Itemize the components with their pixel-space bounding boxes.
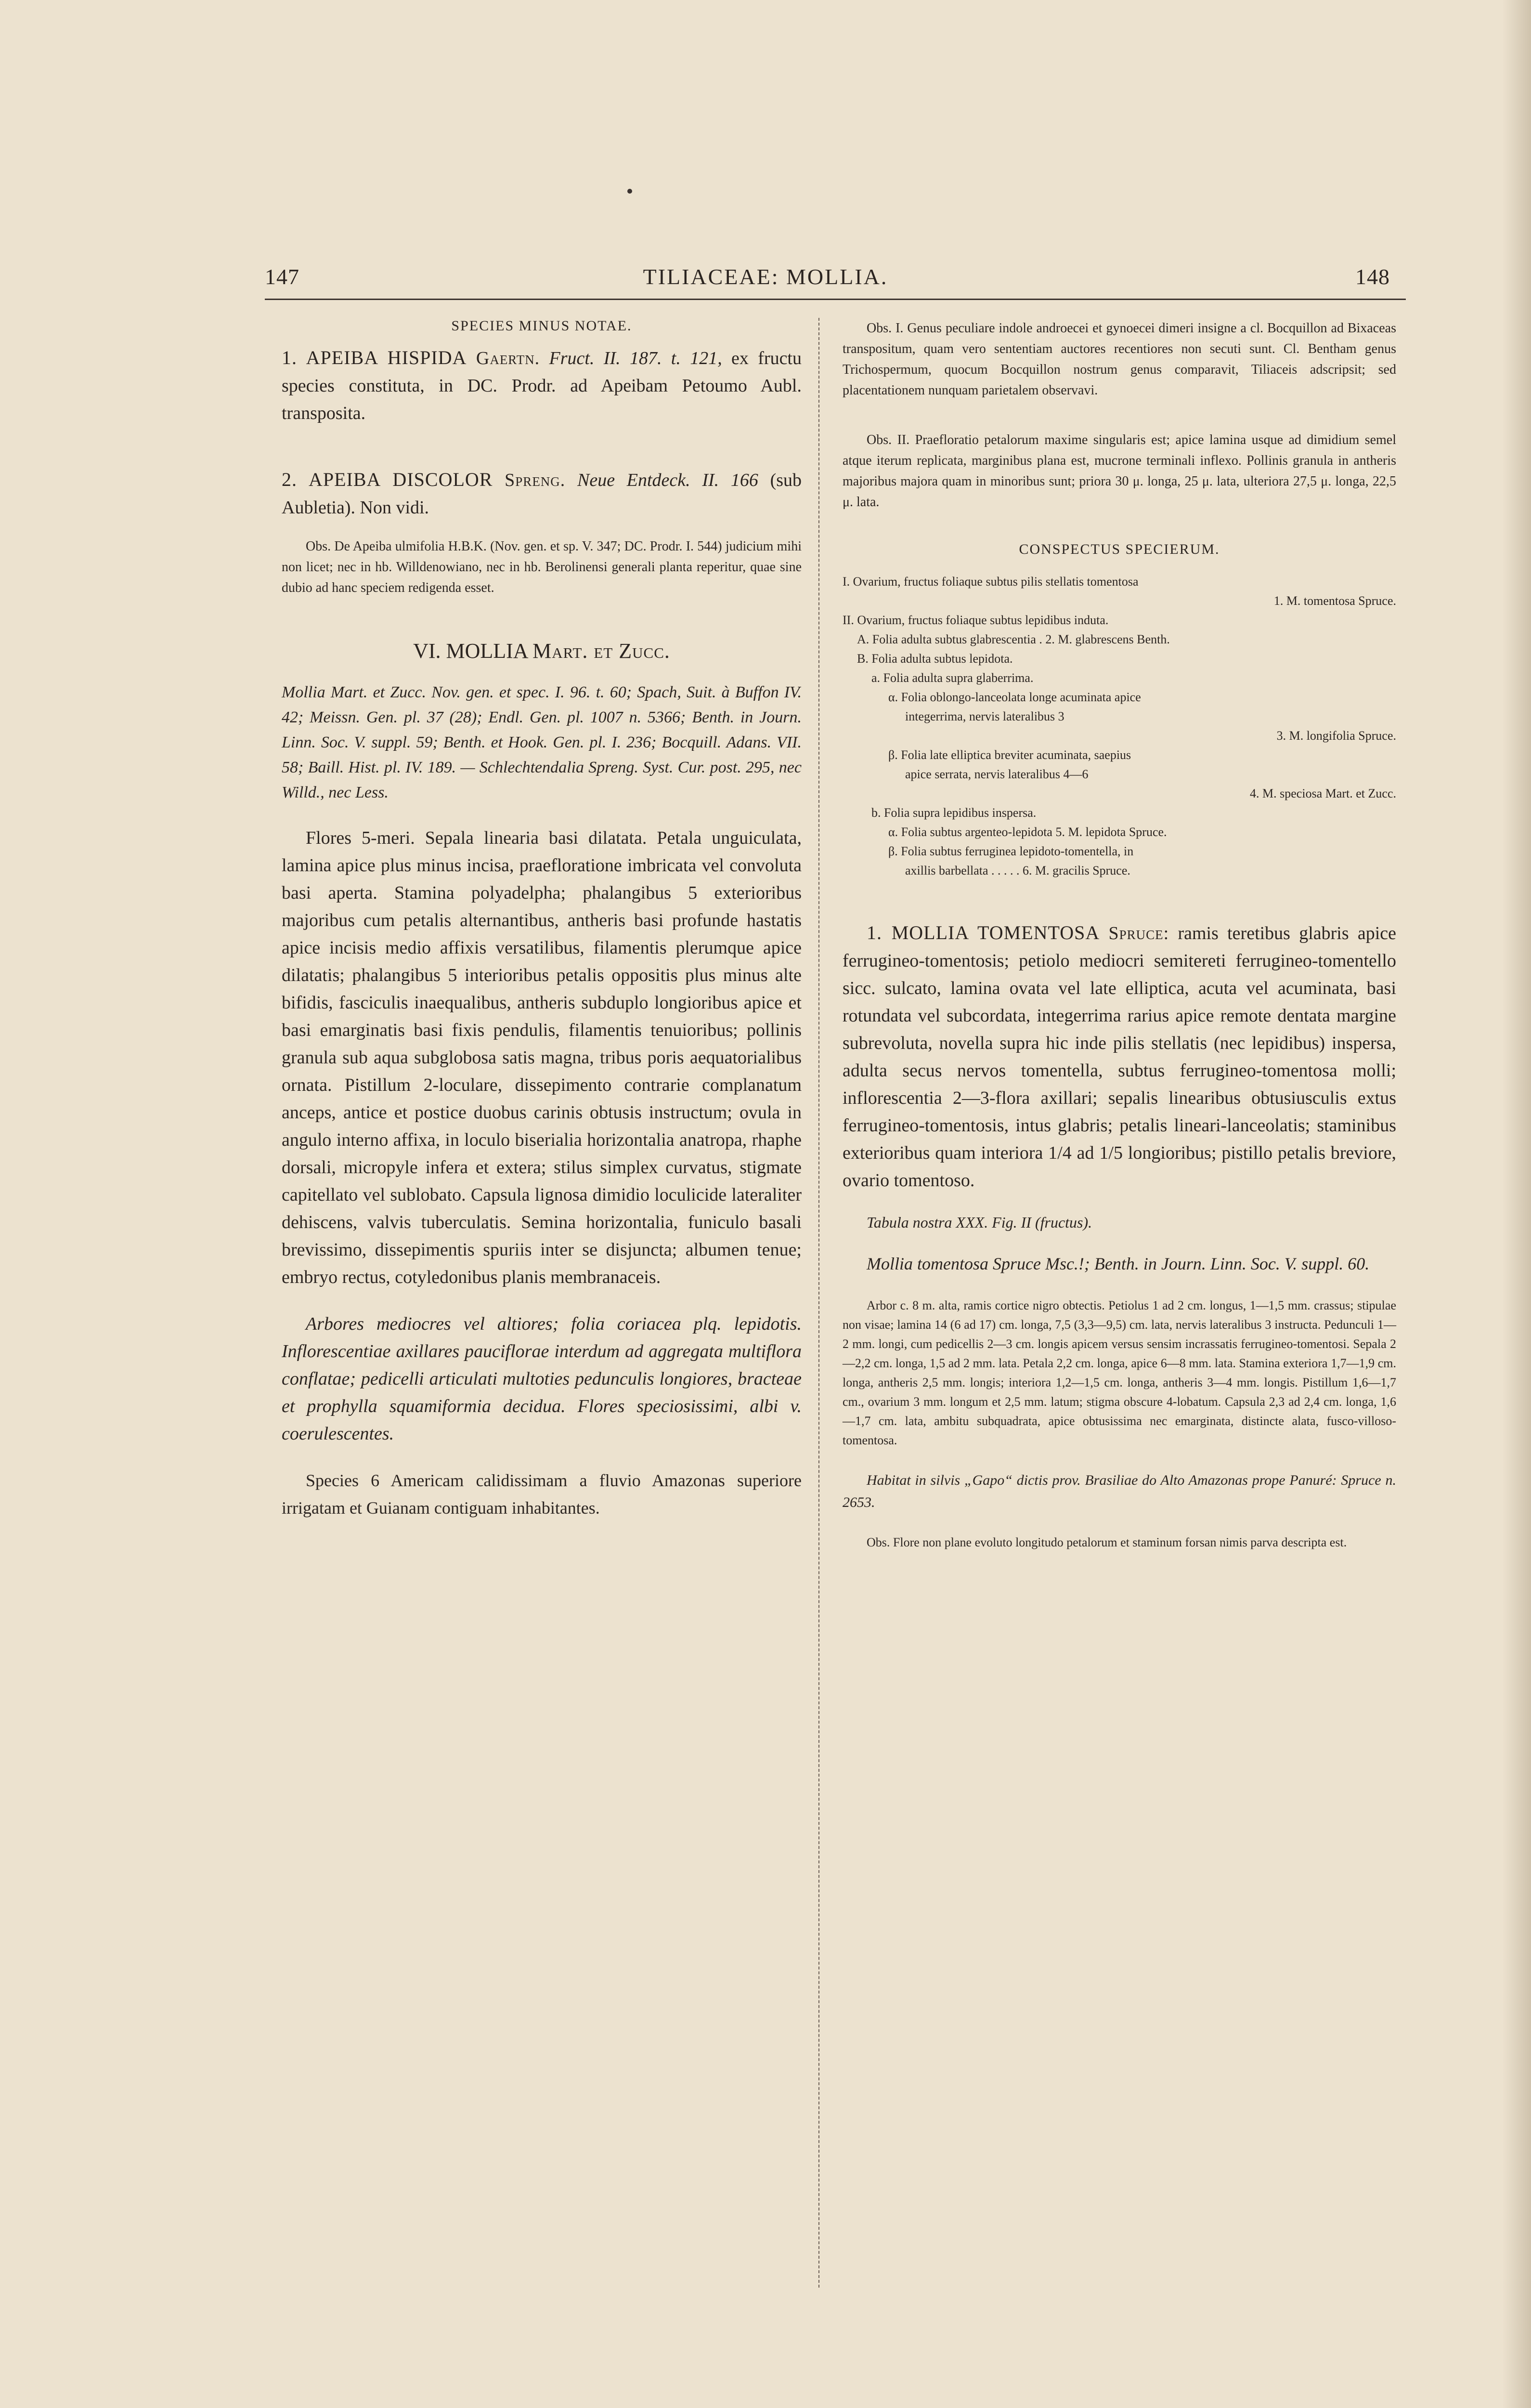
key-line: α. Folia subtus argenteo-lepidota 5. M. lepidota Spruce. [888,825,1167,839]
species-key [843,572,1396,880]
species-title: 1. MOLLIA TOMENTOSA [867,922,1100,943]
genus-references: Mollia Mart. et Zucc. Nov. gen. et spec. I. 96. t. 60; Spach, Suit. à Buffon IV. 42; Meissn. Gen. pl. 37 (28); Endl. Gen. pl. 1007 n. 5366; Benth. in Journ. Linn. Soc. V. suppl. 59; Benth. et Hook. Gen. pl. I. 236; Bocquill. Adans. VII. 58; Baill. Hist. pl. IV. 189. — Schlechtendalia Spreng. Syst. Cur. post. 295, nec Willd., nec Less. [282,683,802,801]
genus-description: Flores 5-meri. Sepala linearia basi dilatata. Petala unguiculata, lamina apice plus minus incisa, praefloratione imbricata vel convoluta basi aperta. Stamina polyadelpha; phalangibus 5 exterioribus majoribus cum petalis alternantibus, antheris basi profunde hastatis apice incisis medio affixis versatilibus, filamentis plerumque apice dilatatis; phalangibus 5 interioribus petalis oppositis plus minus alte bifidis, fasciculis inaequalibus, antheris subduplo longioribus apice et basi emarginatis basi fixis pendulis, filamentis tenuioribus; pollinis granula sub aqua subglobosa satis magna, tribus poris aequatorialibus ornata. Pistillum 2-loculare, dissepimento contrarie complanatum anceps, antice et postice duobus carinis obtusis instructum; ovula in angulo interno affixa, in loculo biserialia horizontalia anatropa, rhaphe dorsali, micropyle infera et extera; stilus simplex curvatus, stigmate capitellato vel sublobato. Capsula lignosa dimidio loculicide lateraliter dehiscens, valvis tuberculatis. Semina horizontalia, funiculo basali brevissimo, dissepimentis spuriis inter se disjuncta; albumen tenue; embryo rectus, cotyledonibus planis membranaceis. [282,828,802,1287]
page-number-right: 148 [1355,264,1390,289]
key-line: α. Folia oblongo-lanceolata longe acuminata apice [888,690,1141,704]
page-number-left: 147 [265,264,299,289]
species-title: 2. APEIBA DISCOLOR [282,469,493,490]
observation-two: Obs. II. Praefloratio petalorum maxime singularis est; apice lamina usque ad dimidium semel atque iterum replicata, marginibus plana est, mucrone terminali inflexo. Pollinis granula in antheris majoribus majora quam in minoribus sunt; priora 30 μ. longa, 25 μ. lata, ulteriora 27,5 μ. longa, 22,5 μ. lata. [843,432,1396,510]
species-description: ramis teretibus glabris apice ferrugineo-tomentosis; petiolo mediocri semitereti ferrugineo-tomentello sicc. sulcato, lamina ovata vel late elliptica, acuta vel acuminata, basi rotundata vel subcordata, integerrima rarius apice remote dentata margine subrevoluta, novella supra hic inde pilis stellatis (nec lepidibus) inspersa, adulta secus nervos tomentella, subtus ferrugineo-tomentosa molli; inflorescentia 2—3-flora axillari; sepalis linearibus obtusiusculis extus ferrugineo-tomentosis, intus glabris; petalis lineari-lanceolatis; staminibus exterioribus quam interiora 1/4 ad 1/5 longioribus; pistillo petalis breviore, ovario tomentoso. [843,923,1397,1191]
species-author: Spruce: [1108,923,1169,943]
running-title: TILIACEAE: MOLLIA. [643,264,888,289]
species-entry-apeiba-discolor [282,466,802,522]
genus-heading [282,637,802,666]
species-details: Arbor c. 8 m. alta, ramis cortice nigro obtectis. Petiolus 1 ad 2 cm. longus, 1—1,5 mm. crassus; stipulae non visae; lamina 14 (6 ad 17) cm. longa, 7,5 (3,3—9,5) cm. lata, nervis lateralibus 3 instructa. Pedunculi 1—2 mm. longi, cum pedicellis 2—3 cm. longis apicem versus sensim incrassatis ferrugineo-tomentosi. Sepala 2—2,2 cm. longa, 1,5 ad 2 mm. lata. Petala 2,2 cm. longa, apice 6—8 mm. lata. Stamina exteriora 1,7—1,9 cm. longa, antheris 2,5 mm. longis; interiora 1,2—1,5 cm. longa, antheris 3—4 mm. longis. Pistillum 1,6—1,7 cm., ovarium 3 mm. longum et 2,5 mm. latum; stigma obscure 4-lobatum. Capsula 2,3 ad 2,4 cm. longa, 1,6—1,7 cm. lata, ambitu subquadrata, apice obtusissima nec emarginata, distincte alata, fusco-villoso-tomentosa. [843,1298,1396,1447]
key-line: integerrima, nervis lateralibus 3 [905,709,1064,723]
genus-distribution: Species 6 Americam calidissimam a fluvio Amazonas superiore irrigatam et Guianam contiguam inhabitantes. [282,1471,802,1518]
species-body: (sub Aubletia). Non vidi. [282,470,802,518]
section-heading-species-minus-notae: SPECIES MINUS NOTAE. [451,318,632,334]
species-entry-apeiba-hispida [282,344,802,427]
key-line: axillis barbellata . . . . . 6. M. gracilis Spruce. [905,864,1130,877]
key-line: a. Folia adulta supra glaberrima. [871,671,1034,685]
observation-one: Obs. I. Genus peculiare indole androecei et gynoecei dimeri insigne a cl. Bocquillon ad Bixaceas transpositum, quam vero sententiam auctores recentiores non secuti sunt. Cl. Bentham genus Trichospermum, quocum Bocquillon nostrum genus comparavit, Tiliaceis adscripsit; sed placentationem nunquam parietalem observavi. [843,321,1396,398]
species-reference: Neue Entdeck. II. 166 [577,470,758,490]
species-title: 1. APEIBA HISPIDA [282,347,467,368]
key-line: A. Folia adulta subtus glabrescentia . 2. M. glabrescens Benth. [857,632,1170,646]
species-author: Spreng. [505,470,566,490]
species-body: ex fructu species constituta, in DC. Prodr. ad Apeibam Petoumo Aubl. transposita. [282,348,802,423]
species-reference: Fruct. II. 187. t. 121, [549,348,722,368]
observation-three: Obs. Flore non plane evoluto longitudo petalorum et staminum forsan nimis parva descripta est. [867,1535,1347,1549]
key-line: β. Folia subtus ferruginea lepidoto-tomentella, in [888,844,1134,858]
right-column [843,313,1396,1552]
key-line: II. Ovarium, fructus foliaque subtus lepidibus induta. [843,613,1109,627]
column-divider [818,318,819,2288]
key-line: 3. M. longifolia Spruce. [1276,729,1396,743]
key-line: B. Folia adulta subtus lepidota. [857,652,1013,666]
observation-note: Obs. De Apeiba ulmifolia H.B.K. (Nov. gen. et sp. V. 347; DC. Prodr. I. 544) judicium mihi non licet; nec in hb. Willdenowiano, nec in hb. Berolinensi generali planta reperitur, quae sine dubio ad hanc speciem redigenda esset. [282,539,802,595]
habitat-note: Habitat in silvis „Gapo“ dictis prov. Brasiliae do Alto Amazonas prope Panuré: Spruce n. 2653. [843,1472,1396,1510]
conspectus-heading: CONSPECTUS SPECIERUM. [1019,541,1220,557]
species-author: Gaertn. [476,348,540,368]
key-line: apice serrata, nervis lateralibus 4—6 [905,767,1089,781]
synonym-reference: Mollia tomentosa Spruce Msc.!; Benth. in Journ. Linn. Soc. V. suppl. 60. [867,1254,1370,1273]
key-line: 4. M. speciosa Mart. et Zucc. [1250,786,1396,800]
species-entry-mollia-tomentosa [843,919,1396,1194]
key-line: β. Folia late elliptica breviter acuminata, saepius [888,748,1131,762]
genus-title: VI. MOLLIA [413,639,528,663]
key-line: I. Ovarium, fructus foliaque subtus pilis stellatis tomentosa [843,575,1139,589]
plate-reference: Tabula nostra XXX. Fig. II (fructus). [867,1214,1092,1231]
genus-habit: Arbores mediocres vel altiores; folia coriacea plq. lepidotis. Inflorescentiae axillares pauciflorae interdum ad aggregata multiflora conflatae; pedicelli articulati multoties pedunculis longiores, bracteae et prophylla squamiformia decidua. Flores speciosissimi, albi v. coerulescentes. [282,1314,802,1444]
key-line: b. Folia supra lepidibus inspersa. [871,806,1037,820]
left-column [282,313,802,1522]
genus-author: Mart. et Zucc. [532,639,670,663]
page-edge-shadow [1502,0,1531,2408]
ink-dot [627,189,632,194]
header-rule [265,299,1406,300]
key-line: 1. M. tomentosa Spruce. [1273,594,1396,608]
